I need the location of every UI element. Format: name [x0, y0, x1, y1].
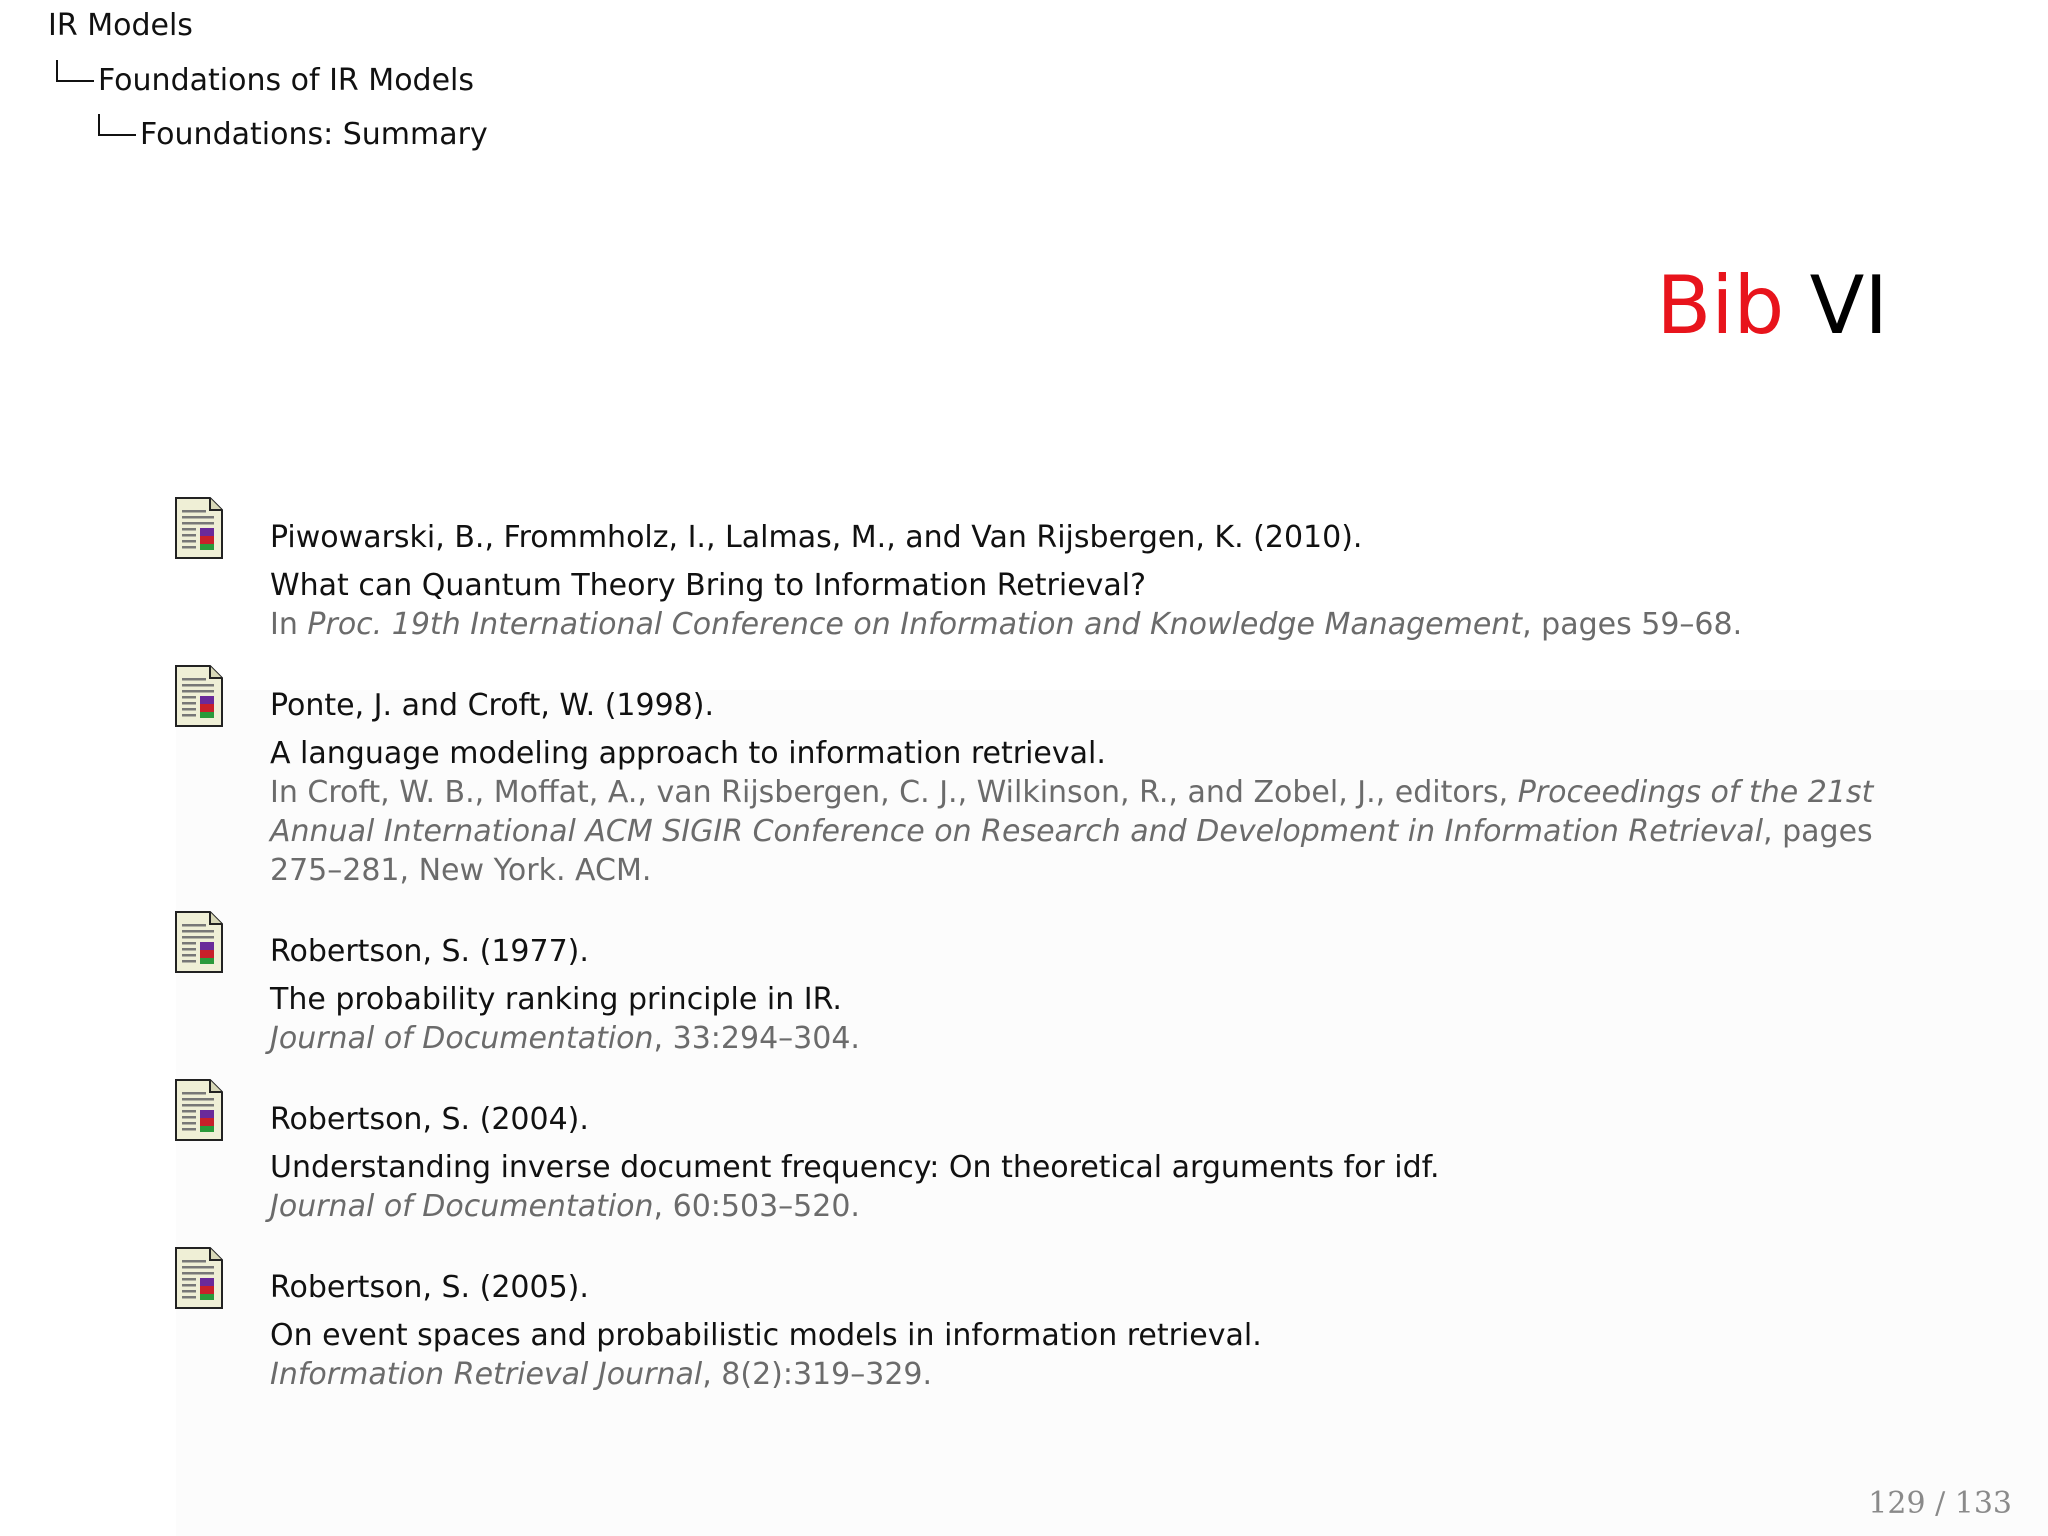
- bib-title: The probability ranking principle in IR.: [270, 982, 842, 1017]
- bib-title: A language modeling approach to information retrieval.: [270, 736, 1106, 771]
- article-document-icon: [174, 496, 224, 560]
- bib-venue-name: Proceedings of the 21st Annual International ACM SIGIR Conference on Research and Development in Information Retrieval: [270, 775, 1874, 849]
- breadcrumb-level-3: [98, 114, 488, 155]
- breadcrumb-level-2-label: Foundations of IR Models: [98, 63, 475, 98]
- bib-entry: [174, 910, 1914, 1058]
- page-number: 129 / 133: [1868, 1486, 2012, 1521]
- bib-authors: Piwowarski, B., Frommholz, I., Lalmas, M., and Van Rijsbergen, K. (2010).: [270, 520, 1363, 555]
- bib-entry-text: [270, 496, 1914, 644]
- bib-venue-name: Journal of Documentation: [270, 1189, 654, 1224]
- bib-venue-suffix: , 8(2):319–329.: [702, 1357, 933, 1392]
- bib-venue-suffix: , 60:503–520.: [653, 1189, 860, 1224]
- bib-venue: [270, 773, 1914, 890]
- bib-title: Understanding inverse document frequency: On theoretical arguments for idf.: [270, 1150, 1440, 1185]
- bib-venue: [270, 1187, 1914, 1226]
- article-document-icon: [174, 910, 224, 974]
- bib-venue-suffix: , pages 59–68.: [1522, 607, 1743, 642]
- bib-entry-text: [270, 1078, 1914, 1226]
- bib-entry: [174, 496, 1914, 644]
- bib-title: On event spaces and probabilistic models in information retrieval.: [270, 1318, 1262, 1353]
- bib-entry-text: [270, 664, 1914, 890]
- bib-entry: [174, 664, 1914, 890]
- bib-entry: [174, 1246, 1914, 1394]
- bibliography-list: [174, 496, 1914, 1414]
- bib-venue-suffix: , pages 275–281, New York. ACM.: [270, 814, 1873, 888]
- slide-title-black: VI: [1809, 259, 1888, 352]
- tree-branch-icon: [98, 114, 136, 136]
- bib-venue: [270, 1355, 1914, 1394]
- bib-venue-name: Journal of Documentation: [270, 1021, 654, 1056]
- bib-venue-name: Information Retrieval Journal: [270, 1357, 703, 1392]
- bib-venue-prefix: In Croft, W. B., Moffat, A., van Rijsbergen, C. J., Wilkinson, R., and Zobel, J., editors,: [270, 775, 1518, 810]
- bib-entry-text: [270, 910, 1914, 1058]
- bib-entry-text: [270, 1246, 1914, 1394]
- bib-venue: [270, 1019, 1914, 1058]
- slide-title: [1656, 256, 1888, 356]
- breadcrumb-level-2: [56, 60, 474, 101]
- bib-authors: Robertson, S. (1977).: [270, 934, 589, 969]
- bib-entry: [174, 1078, 1914, 1226]
- bib-authors: Robertson, S. (2004).: [270, 1102, 589, 1137]
- bib-authors: Robertson, S. (2005).: [270, 1270, 589, 1305]
- article-document-icon: [174, 1246, 224, 1310]
- breadcrumb-level-3-label: Foundations: Summary: [140, 117, 488, 152]
- bib-venue-prefix: In: [270, 607, 308, 642]
- bib-venue-suffix: , 33:294–304.: [653, 1021, 860, 1056]
- article-document-icon: [174, 664, 224, 728]
- bib-venue-name: Proc. 19th International Conference on Information and Knowledge Management: [307, 607, 1523, 642]
- breadcrumb-level-1-label: IR Models: [48, 8, 193, 43]
- bib-venue: [270, 605, 1914, 644]
- article-document-icon: [174, 1078, 224, 1142]
- slide-title-red: Bib: [1656, 259, 1785, 352]
- breadcrumb-level-1: [48, 6, 193, 46]
- bib-title: What can Quantum Theory Bring to Information Retrieval?: [270, 568, 1147, 603]
- bib-authors: Ponte, J. and Croft, W. (1998).: [270, 688, 715, 723]
- tree-branch-icon: [56, 60, 94, 82]
